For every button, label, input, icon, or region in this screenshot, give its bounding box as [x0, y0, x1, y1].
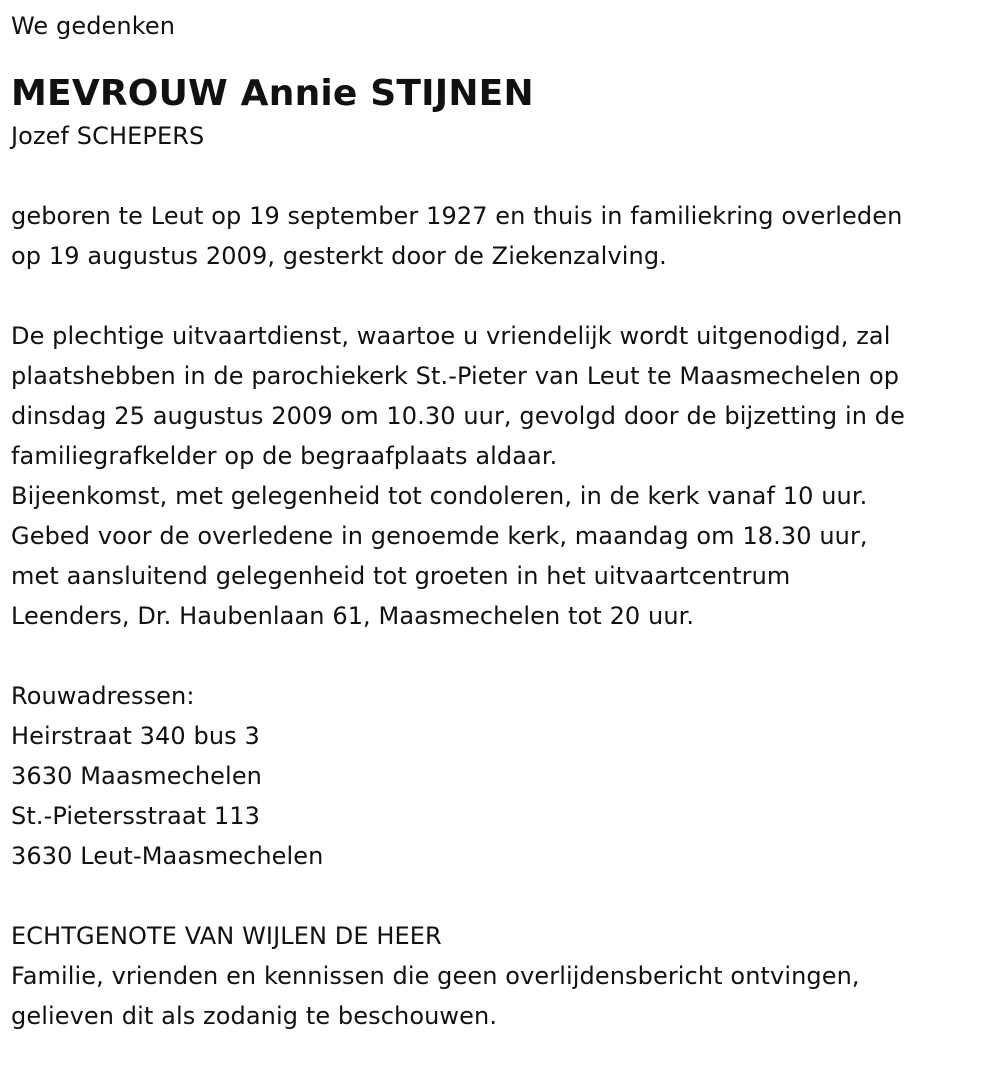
paragraph-line: Leenders, Dr. Haubenlaan 61, Maasmechelen tot 20 uur.: [11, 602, 695, 630]
paragraph-line: De plechtige uitvaartdienst, waartoe u vriendelijk wordt uitgenodigd, zal: [11, 322, 891, 350]
deceased-name: MEVROUW Annie STIJNEN: [11, 73, 534, 114]
birth-death-paragraph: [11, 196, 1000, 276]
paragraph-line: plaatshebben in de parochiekerk St.-Pieter van Leut te Maasmechelen op: [11, 362, 900, 390]
address-line: Heirstraat 340 bus 3: [11, 722, 260, 750]
paragraph-line: familiegrafkelder op de begraafplaats aldaar.: [11, 442, 558, 470]
closing-paragraph: [11, 916, 1000, 1036]
paragraph-line: Gebed voor de overledene in genoemde kerk, maandag om 18.30 uur,: [11, 522, 868, 550]
widow-statement: ECHTGENOTE VAN WIJLEN DE HEER: [11, 922, 442, 950]
paragraph-line: met aansluitend gelegenheid tot groeten in het uitvaartcentrum: [11, 562, 791, 590]
address-line: St.-Pietersstraat 113: [11, 802, 261, 830]
spouse-name: Jozef SCHEPERS: [11, 122, 205, 150]
paragraph-line: geboren te Leut op 19 september 1927 en thuis in familiekring overleden: [11, 202, 903, 230]
paragraph-line: gelieven dit als zodanig te beschouwen.: [11, 1002, 498, 1030]
paragraph-line: op 19 augustus 2009, gesterkt door de Ziekenzalving.: [11, 242, 667, 270]
mourning-addresses: [11, 676, 1000, 876]
address-line: 3630 Leut-Maasmechelen: [11, 842, 324, 870]
funeral-paragraph: [11, 316, 1000, 636]
paragraph-line: dinsdag 25 augustus 2009 om 10.30 uur, gevolgd door de bijzetting in de: [11, 402, 905, 430]
intro-text: We gedenken: [11, 12, 176, 40]
paragraph-line: Bijeenkomst, met gelegenheid tot condoleren, in de kerk vanaf 10 uur.: [11, 482, 868, 510]
addresses-heading: Rouwadressen:: [11, 682, 195, 710]
address-line: 3630 Maasmechelen: [11, 762, 262, 790]
paragraph-line: Familie, vrienden en kennissen die geen overlijdensbericht ontvingen,: [11, 962, 860, 990]
